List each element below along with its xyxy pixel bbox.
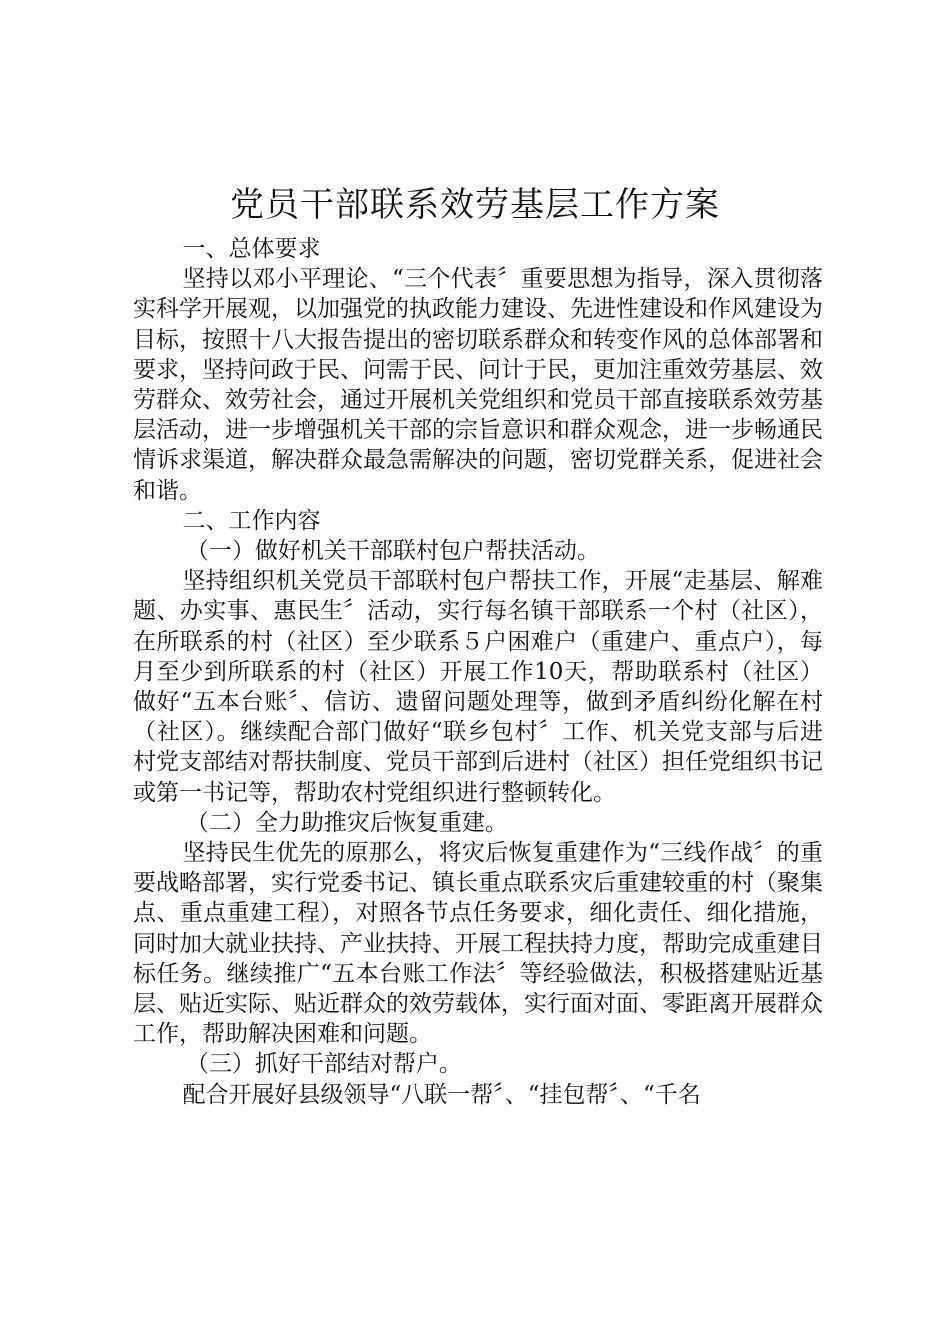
subsection-paragraph: 配合开展好县级领导“八联一帮〞、“挂包帮〞、“千名 [182, 1081, 701, 1108]
subsection-heading: （二）全力助推灾后恢复重建。 [185, 809, 508, 836]
section-paragraph: 坚持以邓小平理论、“三个代表〞重要思想为指导，深入贯彻落实科学开展观，以加强党的执政能力建设、先进性建设和作风建设为目标，按照十八大报告提出的密切联系群众和转变作风的总体部署和要求，坚持问政于民、问需于民、问计于民，更加注重效劳基层、效劳群众、效劳社会，通过开展机关党组织和党员干部直接联系效劳基层活动，进一步增强机关干部的宗旨意识和群众观念，进一步畅通民情诉求渠道，解决群众最急需解决的问题，密切党群关系，促进社会和谐。 [133, 266, 823, 504]
section-heading: 一、总体要求 [182, 236, 321, 262]
subsection-heading: （一）做好机关干部联村包户帮扶活动。 [185, 538, 600, 565]
subsection-paragraph: 坚持组织机关党员干部联村包户帮扶工作，开展“走基层、解难题、办实事、惠民生〞活动，实行每名镇干部联系一个村（社区），在所联系的村（社区）至少联系５户困难户（重建户、重点户），每月至少到所联系的村（社区）开展工作10天，帮助联系村（社区）做好“五本台账〞、信访、遗留问题处理等，做到矛盾纠纷化解在村（社区）。继续配合部门做好“联乡包村〞工作、机关党支部与后进村党支部结对帮扶制度、党员干部到后进村（社区）担任党组织书记或第一书记等，帮助农村党组织进行整顿转化。 [133, 568, 823, 806]
subsection-heading: （三）抓好干部结对帮户。 [185, 1051, 462, 1078]
document-body [133, 234, 823, 1110]
section-heading: 二、工作内容 [182, 507, 321, 534]
subsection-paragraph: 坚持民生优先的原那么，将灾后恢复重建作为“三线作战〞的重要战略部署，实行党委书记、镇长重点联系灾后重建较重的村（聚集点、重点重建工程），对照各节点任务要求，细化责任、细化措施，同时加大就业扶持、产业扶持、开展工程扶持力度，帮助完成重建目标任务。继续推广“五本台账工作法〞等经验做法，积极搭建贴近基层、贴近实际、贴近群众的效劳载体，实行面对面、零距离开展群众工作，帮助解决困难和问题。 [133, 840, 823, 1048]
document-title: 党员干部联系效劳基层工作方案 [230, 185, 720, 225]
